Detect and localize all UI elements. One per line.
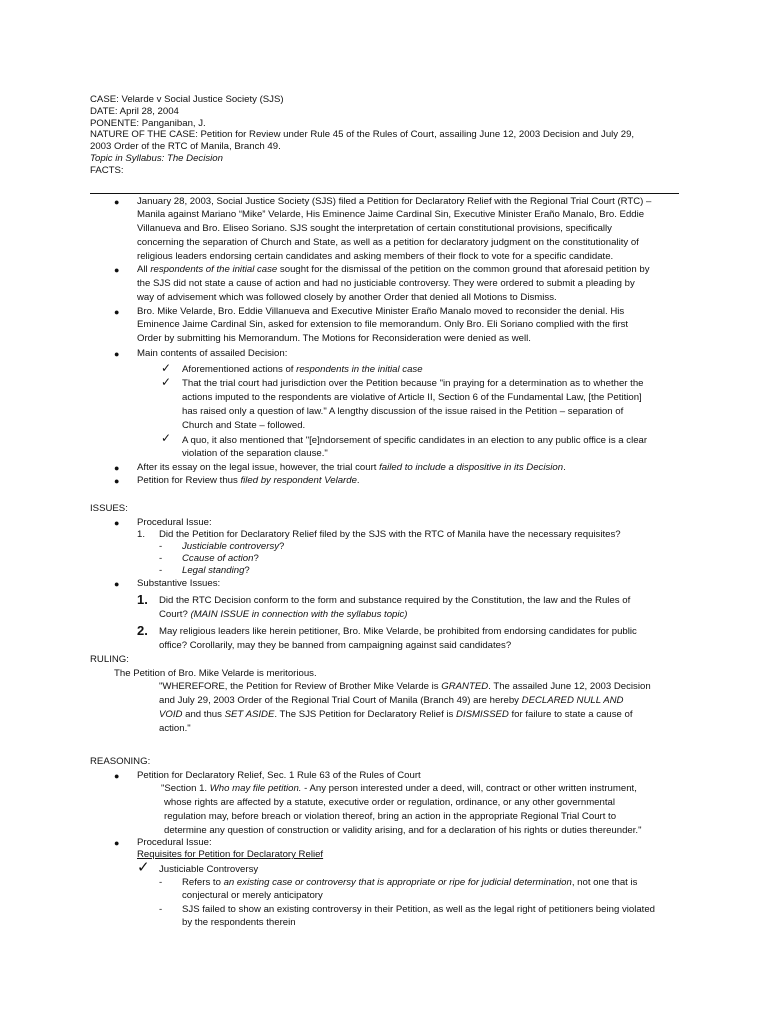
fact-3-line: Bro. Mike Velarde, Bro. Eddie Villanueva and Executive Minister Eraño Manalo moved to reconsider the denial. His xyxy=(137,306,625,317)
requisite-standing: Legal standing? xyxy=(182,565,250,576)
procedural-issue-label: Procedural Issue: xyxy=(137,517,212,528)
requisite-justiciable: Justiciable controversy? xyxy=(182,541,285,552)
substantive-question-2-line: office? Corollarily, may they be banned from campaigning against said candidates? xyxy=(159,640,512,651)
issue-number: 1. xyxy=(137,592,148,607)
substantive-question-1-line: Did the RTC Decision conform to the form and substance required by the Constitution, the law and the Rules of xyxy=(159,595,631,606)
substantive-question-2-line: May religious leaders like herein petitioner, Bro. Mike Velarde, be prohibited from endorsing candidates for public xyxy=(159,626,637,637)
requisite-dash: - xyxy=(159,541,163,552)
reasoning-rule-reference: Petition for Declaratory Relief, Sec. 1 Rule 63 of the Rules of Court xyxy=(137,770,421,781)
requisite-dash: - xyxy=(159,553,163,564)
fact-1-line: Manila against Mariano “Mike” Velarde, His Eminence Jaime Cardinal Sin, Executive Minister Eraño Manalo, Bro. Eddie xyxy=(137,209,645,220)
section-quote-line: determine any question of construction or validity arising, and for a declaration of his rights or duties thereunder." xyxy=(164,825,642,836)
bullet-icon: ● xyxy=(114,265,120,275)
case-date: DATE: April 28, 2004 xyxy=(90,106,179,117)
fact-6-line: Petition for Review thus filed by respondent Velarde. xyxy=(137,475,360,486)
ruling-statement: The Petition of Bro. Mike Velarde is meritorious. xyxy=(114,668,317,679)
requisite-dash: - xyxy=(159,565,163,576)
nature-line-2: 2003 Order of the RTC of Manila, Branch 49. xyxy=(90,141,281,152)
horizontal-rule xyxy=(90,193,679,194)
fact-3-line: Eminence Jaime Cardinal Sin, asked for extension to file memorandum. Only Bro. Eli Soriano complied with the first xyxy=(137,319,629,330)
bullet-icon: ● xyxy=(114,349,120,359)
section-quote-line: whose rights are affected by a statute, executive order or regulation, ordinance, or any other governmental xyxy=(164,797,615,808)
bullet-icon: ● xyxy=(114,307,120,317)
decision-content-3-line: violation of the separation clause." xyxy=(182,448,328,459)
checkmark-icon: ✓ xyxy=(161,431,172,445)
fact-4-line: Main contents of assailed Decision: xyxy=(137,348,288,359)
nature-line-1: NATURE OF THE CASE: Petition for Review under Rule 45 of the Rules of Court, assailing June 12, 2003 Decision and July 29, xyxy=(90,129,635,140)
decision-content-3-line: A quo, it also mentioned that "[e]ndorsement of specific candidates in an election to any public office is a clear xyxy=(182,435,648,446)
controversy-point-2-line: SJS failed to show an existing controversy in their Petition, as well as the legal right of petitioners being violated xyxy=(182,904,656,915)
case-title: CASE: Velarde v Social Justice Society (SJS) xyxy=(90,94,284,105)
fact-1-line: religious leaders endorsing certain candidates and asking members of their flock to vote for a specific candidate. xyxy=(137,251,614,262)
fact-2-line: the SJS did not state a cause of action and had no justiciable controversy. They were ordered to submit a pleading by xyxy=(137,278,635,289)
fact-1-line: concerning the separation of Church and State, as well as a petition for declaratory judgment on the constitutionality of xyxy=(137,237,639,248)
requisite-cause: Ccause of action? xyxy=(182,553,259,564)
checkmark-icon: ✓ xyxy=(137,859,150,876)
fact-2-line: way of advisement which was followed closely by another Order that denied all Motions to Dismiss. xyxy=(137,292,557,303)
bullet-icon: ● xyxy=(114,518,120,528)
procedural-question: Did the Petition for Declaratory Relief filed by the SJS with the RTC of Manila have the necessary requisites? xyxy=(159,529,621,540)
ruling-quote-line: "WHEREFORE, the Petition for Review of Brother Mike Velarde is GRANTED. The assailed June 12, 2003 Decision xyxy=(159,681,651,692)
checkmark-icon: ✓ xyxy=(161,361,172,375)
decision-content-1: Aforementioned actions of respondents in the initial case xyxy=(182,364,423,375)
ruling-heading: RULING: xyxy=(90,654,129,665)
bullet-icon: ● xyxy=(114,579,120,589)
decision-content-2-line: actions imputed to the respondents are violative of Article II, Section 6 of the Fundamental Law, [the Petition] xyxy=(182,392,642,403)
ruling-quote-line: VOID and thus SET ASIDE. The SJS Petition for Declaratory Relief is DISMISSED for failure to state a cause of xyxy=(159,709,633,720)
reasoning-heading: REASONING: xyxy=(90,756,151,767)
decision-content-2-line: Church and State – followed. xyxy=(182,420,306,431)
justiciable-controversy-label: Justiciable Controversy xyxy=(159,864,259,875)
section-quote-line: "Section 1. Who may file petition. - Any person interested under a deed, will, contract or other written instrument, xyxy=(161,783,637,794)
fact-1-line: January 28, 2003, Social Justice Society (SJS) filed a Petition for Declaratory Relief with the Regional Trial Court (RTC) – xyxy=(137,196,652,207)
issue-number: 1. xyxy=(137,529,146,540)
section-quote-line: regulation may, before breach or violation thereof, bring an action in the appropriate Regional Trial Court to xyxy=(164,811,617,822)
bullet-icon: ● xyxy=(114,463,120,473)
fact-2-line: All respondents of the initial case sought for the dismissal of the petition on the common ground that aforesaid petition by xyxy=(137,264,650,275)
topic-in-syllabus: Topic in Syllabus: The Decision xyxy=(90,153,223,164)
controversy-point-1-line: Refers to an existing case or controversy that is appropriate or ripe for judicial determination, not one that is xyxy=(182,877,638,888)
substantive-issues-label: Substantive Issues: xyxy=(137,578,221,589)
bullet-icon: ● xyxy=(114,476,120,486)
bullet-icon: ● xyxy=(114,771,120,781)
controversy-point-1-line: conjectural or merely anticipatory xyxy=(182,890,323,901)
reasoning-procedural-label: Procedural Issue: xyxy=(137,837,212,848)
issue-number: 2. xyxy=(137,623,148,638)
requisites-heading: Requisites for Petition for Declaratory Relief xyxy=(137,849,324,860)
ruling-quote-line: and July 29, 2003 Order of the Regional Trial Court of Manila (Branch 49) are hereby DECLARED NULL AND xyxy=(159,695,624,706)
fact-5-line: After its essay on the legal issue, however, the trial court failed to include a dispositive in its Decision. xyxy=(137,462,566,473)
facts-heading: FACTS: xyxy=(90,165,124,176)
case-ponente: PONENTE: Panganiban, J. xyxy=(90,118,206,129)
fact-3-line: Order by submitting his Memorandum. The Motions for Reconsideration were denied as well. xyxy=(137,333,531,344)
controversy-dash: - xyxy=(159,904,163,915)
controversy-point-2-line: by the respondents therein xyxy=(182,917,296,928)
decision-content-2-line: has raised only a question of law." A lengthy discussion of the issue raised in the Petition – separation of xyxy=(182,406,624,417)
substantive-question-1-line: Court? (MAIN ISSUE in connection with the syllabus topic) xyxy=(159,609,408,620)
controversy-dash: - xyxy=(159,877,163,888)
fact-1-line: Villanueva and Bro. Eliseo Soriano. SJS sought the interpretation of certain constitutional provisions, specifically xyxy=(137,223,612,234)
checkmark-icon: ✓ xyxy=(161,375,172,389)
ruling-quote-line: action." xyxy=(159,723,191,734)
bullet-icon: ● xyxy=(114,197,120,207)
decision-content-2-line: That the trial court had jurisdiction over the Petition because "in praying for a determination as to whether the xyxy=(182,378,644,389)
issues-heading: ISSUES: xyxy=(90,503,128,514)
bullet-icon: ● xyxy=(114,838,120,848)
